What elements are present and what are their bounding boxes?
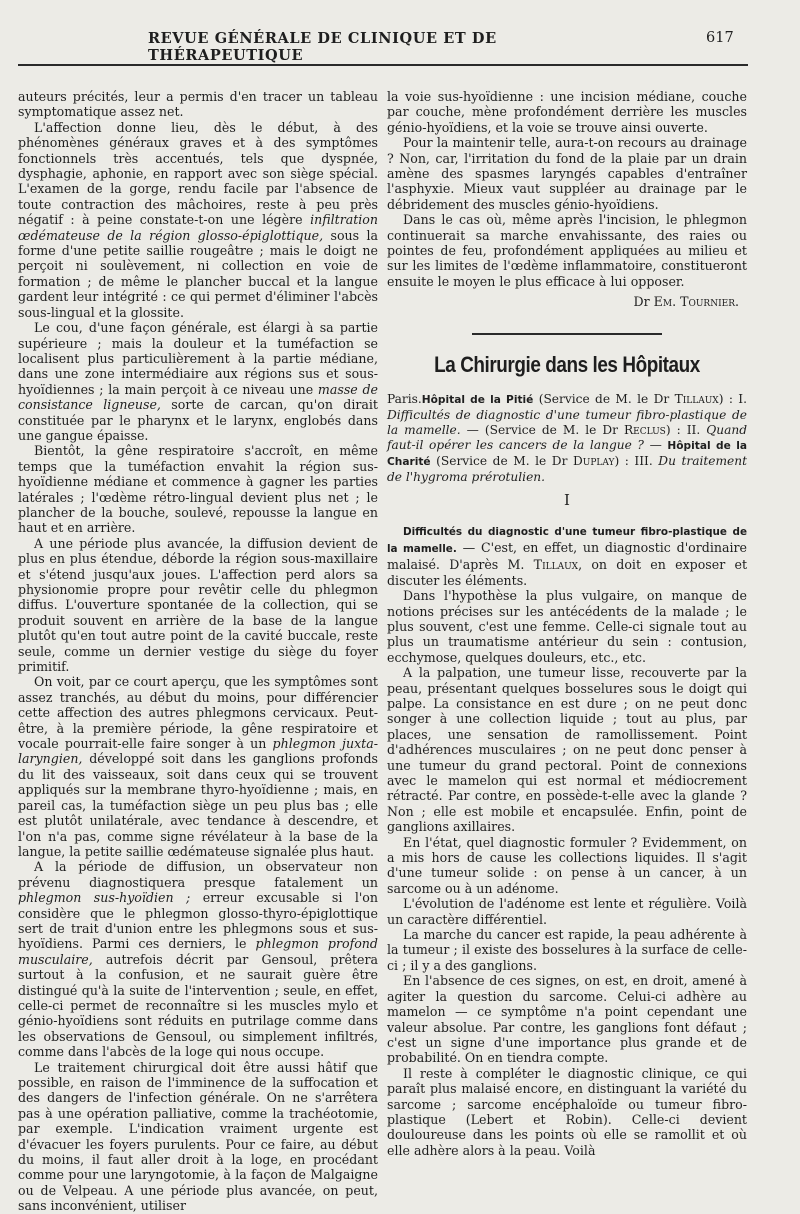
emphasis: phlegmon juxta-laryngien,	[18, 736, 379, 767]
paragraph: A la palpation, une tumeur lisse, recouverte par la peau, présentant quelques bosselures sous le doigt qui palpe. La consistance en est dure ; on ne peut donc songer à une collection liquide ; tout au plus, par places, une sensation de ramollissement. Point d'adhérences musculaires ; on ne peut donc penser à une tumeur du grand pectoral. Point de connexions avec le mamelon qui est normal et médiocrement rétracté. Par contre, en possède-t-elle avec la glande ? Non ; elle est mobile et encapsulée. Enfin, point de ganglions axillaires.	[387, 665, 747, 835]
paragraph: A la période de diffusion, un observateur non prévenu diagnostiquera presque fatalement un phlegmon sus-hyoïdien ; erreur excusable si l'on considère que le phlegmon glosso-thyro-épiglottique sert de trait d'union entre les phlegmons sous et sus-hyoïdiens. Parmi ces derniers, le phlegmon profond musculaire, autrefois décrit par Gensoul, prêtera surtout à la confusion, et ne saurait guère être distingué qu'à la suite de l'intervention ; seule, en effet, celle-ci permet de reconnaître si les muscles mylo et génio-hyoïdiens sont réduits en putrilage comme dans les observations de Gensoul, ou simplement infiltrés, comme dans l'abcès de la loge qui nous occupe.	[18, 859, 379, 1060]
paragraph: Le traitement chirurgical doit être aussi hâtif que possible, en raison de l'imminence de la suffocation et des dangers de l'infection générale. On ne s'arrêtera pas à une opération palliative, comme la trachéotomie, par exemple. L'indication vraiment urgente est d'évacuer les foyers purulents. Pour ce faire, au début du moins, il faut aller droit à la loge, en procédant comme pour une laryngotomie, à la façon de Malgaigne ou de Velpeau. A une période plus avancée, on peut, sans inconvénient, utiliser	[18, 1059, 378, 1214]
section-title: La Chirurgie dans les Hôpitaux	[434, 351, 700, 377]
subsection-heading: Difficultés du diagnostic d'une tumeur fibro-plastique de la mamelle.	[387, 525, 747, 555]
author-signature: Dr Em. Tournier.	[633, 294, 739, 310]
paragraph: On voit, par ce court aperçu, que les symptômes sont assez tranchés, au début du moins, pour différencier cette affection des autres phlegmons cervicaux. Peut-être, à la première période, la gêne respiratoire et vocale pourrait-elle faire songer à un phlegmon juxta-laryngien, développé soit dans les ganglions profonds du lit des vaisseaux, soit dans ceux qui se trouvent appliqués sur la membrane thyro-hyoïdienne ; mais, en pareil cas, la tuméfaction siège un peu plus bas ; elle est plutôt unilatérale, avec tendance à descendre, et l'on n'a pas, comme signe révélateur à la base de la langue, la petite saillie œdémateuse signalée plus haut.	[18, 674, 379, 859]
paragraph: En l'absence de ces signes, on est, en droit, amené à agiter la question du sarcome. Celui-ci adhère au mamelon — ce symptôme n'a point cependant une valeur absolue. Par contre, les ganglions font défaut ; c'est un signe d'une importance plus grande et de probabilité. On en tiendra compte.	[387, 973, 747, 1066]
paragraph: L'affection donne lieu, dès le début, à des phénomènes généraux graves et à des symptômes fonctionnels très accentués, tels que dyspnée, dysphagie, aphonie, en rapport avec son siège spécial. L'examen de la gorge, rendu facile par l'absence de toute contraction des mâchoires, reste à peu près négatif : à peine constate-t-on une légère infiltration œdémateuse de la région glosso-épiglottique, sous la forme d'une petite saillie rougeâtre ; mais le doigt ne perçoit ni soulèvement, ni collection en voie de formation ; de même le plancher buccal et la langue gardent leur intégrité : ce qui permet d'éliminer l'abcès sous-lingual et la glossite.	[18, 119, 378, 320]
paragraph: Difficultés du diagnostic d'une tumeur fibro-plastique de la mamelle. — C'est, en effet, un diagnostic d'ordinaire malaisé. D'après M. Tillaux, on doit en exposer et discuter les éléments.	[387, 525, 748, 588]
running-head	[0, 30, 800, 64]
paragraph: Le cou, d'une façon générale, est élargi à sa partie supérieure ; mais la douleur et la tuméfaction se localisent plus particulièrement à la partie médiane, dans une zone intermédiaire aux régions sus et sous-hyoïdiennes ; la main perçoit à ce niveau une masse de consistance ligneuse, sorte de carcan, qu'on dirait constituée par le pharynx et le larynx, englobés dans une gangue épaisse.	[18, 320, 378, 443]
section-summary: Paris.Hôpital de la Pitié (Service de M. le Dr Tillaux) : I. Difficultés de diagnostic d'une tumeur fibro-plastique de la mamelle. — (Service de M. le Dr Reclus) : II. Quand faut-il opérer les cancers de la langue ? — Hôpital de la Charité (Service de M. le Dr Duplay) : III. Du traitement de l'hygroma prérotulien.	[387, 392, 747, 485]
paragraph: A une période plus avancée, la diffusion devient de plus en plus étendue, déborde la région sous-maxillaire et s'étend jusqu'aux joues. L'affection perd alors sa physionomie propre pour revêtir celle du phlegmon diffus. L'ouverture spontanée de la collection, qui se produit souvent en arrière de la base de la langue plutôt qu'en tout autre point de la cavité buccale, reste seule, comme un dernier vestige du siège du foyer primitif.	[18, 535, 378, 675]
right-column	[387, 89, 747, 1158]
emphasis: masse de consistance ligneuse,	[18, 381, 378, 413]
paragraph: Dans l'hypothèse la plus vulgaire, on manque de notions précises sur les antécédents de la malade ; le plus souvent, c'est une femme. Celle-ci signale tout au plus un traumatisme antérieur du sein : contusion, ecchymose, quelques douleurs, etc., etc.	[387, 588, 747, 665]
emphasis: phlegmon sus-hyoïdien ;	[18, 890, 191, 906]
paragraph: Dans le cas où, même après l'incision, le phlegmon continuerait sa marche envahissante, des raies ou pointes de feu, profondément appliquées au milieu et sur les limites de l'œdème inflammatoire, constitueront ensuite le moyen le plus efficace à lui opposer.	[387, 212, 747, 289]
emphasis: phlegmon profond musculaire,	[18, 936, 378, 967]
paragraph: En l'état, quel diagnostic formuler ? Evidemment, on a mis hors de cause les collections liquides. Il s'agit d'une tumeur solide : on pense à un cancer, à un sarcome ou à un adénome.	[387, 834, 747, 896]
paragraph: La marche du cancer est rapide, la peau adhérente à la tumeur ; il existe des bosselures à la surface de celle-ci ; il y a des ganglions.	[387, 927, 747, 973]
paragraph: L'évolution de l'adénome est lente et régulière. Voilà un caractère différentiel.	[387, 896, 747, 927]
header-rule	[18, 64, 748, 66]
section-divider	[472, 333, 662, 335]
paragraph: Il reste à compléter le diagnostic clinique, ce qui paraît plus malaisé encore, en distinguant la variété du sarcome ; sarcome encéphaloïde ou tumeur fibro-plastique (Lebert et Robin). Celle-ci devient douloureuse dans les points où elle se ramollit et où elle adhère alors à la peau. Voilà	[387, 1065, 747, 1158]
running-title: REVUE GÉNÉRALE DE CLINIQUE ET DE THÉRAPEUTIQUE	[148, 30, 497, 64]
left-column	[18, 89, 378, 1214]
paragraph: Pour la maintenir telle, aura-t-on recours au drainage ? Non, car, l'irritation du fond de la plaie par un drain amène des spasmes laryngés capables d'entraîner l'asphyxie. Mieux vaut suppléer au drainage par le débridement des muscles génio-hyoïdiens.	[387, 135, 747, 212]
paragraph: auteurs précités, leur a permis d'en tracer un tableau symptomatique assez net.	[18, 89, 378, 120]
paragraph: Bientôt, la gêne respiratoire s'accroît, en même temps que la tuméfaction envahit la région sus-hyoïdienne médiane et commence à gagner les parties latérales ; l'œdème rétro-lingual devient plus net ; le plancher de la bouche, soulevé, repousse la langue en haut et en arrière.	[18, 443, 378, 536]
author-name: Em. Tournier.	[653, 294, 739, 310]
page-number: 617	[706, 30, 734, 46]
paragraph: la voie sus-hyoïdienne : une incision médiane, couche par couche, mène profondément derrière les muscles génio-hyoïdiens, et la voie se trouve ainsi ouverte.	[387, 89, 747, 135]
emphasis: infiltration œdémateuse de la région glosso-épiglottique,	[18, 212, 378, 243]
subsection-number: I	[564, 491, 570, 510]
